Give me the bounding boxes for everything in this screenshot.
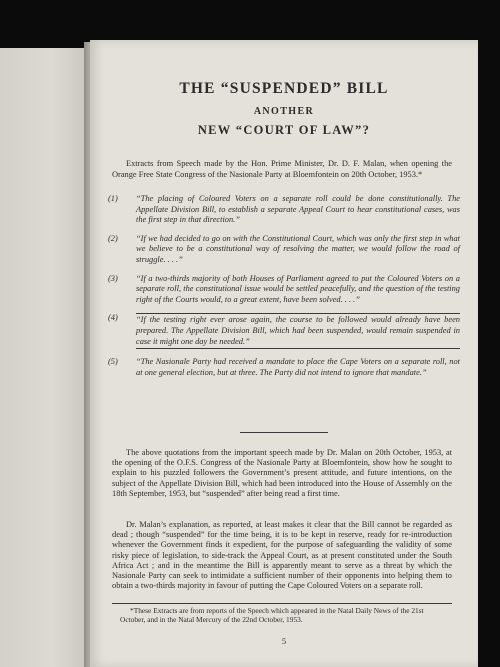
quote-number: (4) [108, 313, 118, 323]
quote-item [108, 274, 460, 306]
page-number: 5 [281, 636, 287, 646]
quote-list [108, 194, 460, 386]
quote-text: “If we had decided to go on with the Constitutional Court, which was only the first step in what we believe to be a constitutional way of resolving the matter, we would follow the road of struggle. . . .” [136, 233, 460, 264]
left-page [0, 48, 88, 667]
quote-text: “The placing of Coloured Voters on a separate roll could be done constitutionally. The Appellate Division Bill, to establish a separate Appeal Court to hear constitutional cases, was the first step in that direction.” [136, 194, 460, 225]
quote-item [108, 194, 460, 226]
page-subtitle: ANOTHER [253, 106, 315, 117]
document-page [90, 40, 478, 667]
section-divider [240, 432, 328, 433]
body-paragraph-2: Dr. Malan’s explanation, as reported, at least makes it clear that the Bill cannot be regarded as dead ; though “suspended” for the time being, it is to be kept in reserve, ready for re-introduction whenever the Government finds it expedient, for the purpose of safeguarding the validity of some risky piece of legislation, to side-track the Appeal Court, as at present constituted under the South Africa Act ; and in the meantime the Bill is apparently meant to serve as a threat by which the Nasionale Party can seek to intimidate a sufficient number of their opponents into helping them to obtain a two-thirds majority in favour of putting the Cape Coloured Voters on a separate roll. [112, 520, 452, 591]
quote-item [108, 357, 460, 378]
page-title: THE “SUSPENDED” BILL [179, 80, 389, 97]
quote-number: (2) [108, 233, 118, 243]
footnote: *These Extracts are from reports of the Speech which appeared in the Natal Daily News of the 21st October, and in the Natal Mercury of the 22nd October, 1953. [120, 606, 424, 624]
quote-text: “If a two-thirds majority of both Houses of Parliament agreed to put the Coloured Voters on a separate roll, the constitutional issue would be settled peacefully, and the question of the testing right of the Courts would, to a great extent, have been solved. . . .” [136, 273, 460, 304]
quote-text-boxed: “If the testing right ever arose again, the course to be followed would already have been prepared. The Appellate Division Bill, which had been suspended, would remain suspended in case it might one day be needed.” [136, 313, 460, 349]
page-subtitle-2: NEW “COURT OF LAW”? [197, 123, 371, 137]
quote-number: (3) [108, 273, 118, 283]
intro-paragraph: Extracts from Speech made by the Hon. Prime Minister, Dr. D. F. Malan, when opening the Orange Free State Congress of the Nasionale Party at Bloemfontein on 20th October, 1953.* [112, 159, 452, 179]
quote-item [108, 313, 460, 349]
quote-number: (5) [108, 357, 118, 367]
body-paragraph-1: The above quotations from the important speech made by Dr. Malan on 20th October, 1953, at the opening of the O.F.S. Congress of the Nasionale Party at Bloemfontein, show how he sought to explain to his puzzled followers the Government’s present attitude, and future intentions, on the subject of the Appellate Division Bill, which had been introduced into the House of Assembly on the 18th September, 1953, but “suspended” after being read a first time. [112, 448, 452, 498]
quote-text: “The Nasionale Party had received a mandate to place the Cape Voters on a separate roll, not at one general election, but at three. The Party did not intend to ignore that mandate.” [136, 357, 460, 377]
footnote-divider [112, 603, 452, 604]
quote-number: (1) [108, 194, 118, 203]
quote-item [108, 234, 460, 266]
